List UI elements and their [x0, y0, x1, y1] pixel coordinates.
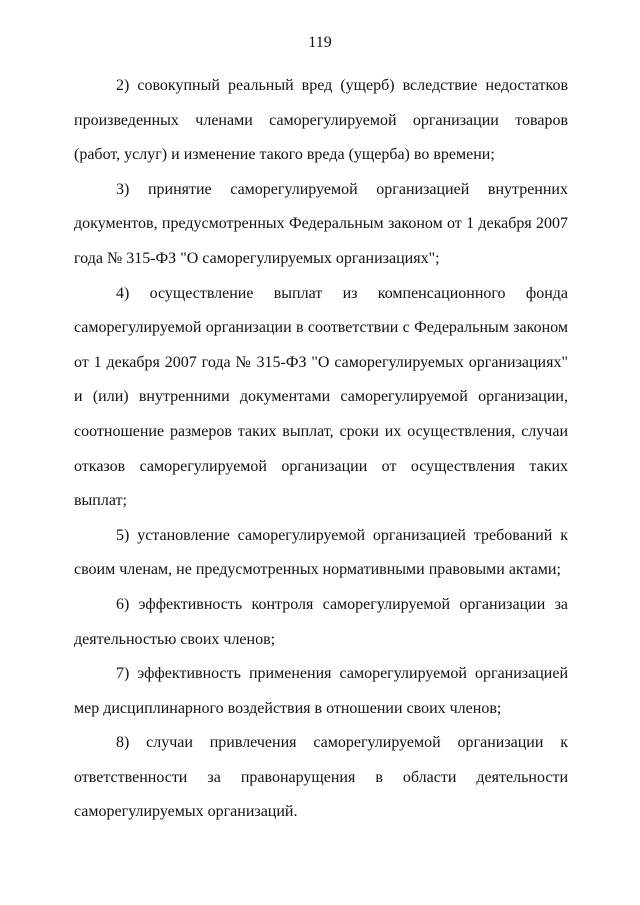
- page-number: 119: [308, 34, 332, 51]
- paragraph-item-2: 2) совокупный реальный вред (ущерб) вследствие недостатков произведенных членами саморегулируемой организации товаров (работ, услуг) и изменение такого вреда (ущерба) во времени;: [74, 77, 568, 164]
- document-body: [74, 69, 568, 830]
- paragraph-item-6: 6) эффективность контроля саморегулируемой организации за деятельностью своих членов;: [74, 595, 568, 648]
- paragraph-item-5: 5) установление саморегулируемой организацией требований к своим членам, не предусмотренных нормативными правовыми актами;: [74, 526, 568, 579]
- paragraph-item-7: 7) эффективность применения саморегулируемой организацией мер дисциплинарного воздействия в отношении своих членов;: [74, 665, 568, 717]
- paragraph-item-4: 4) осуществление выплат из компенсационного фонда саморегулируемой организации в соответствии с Федеральным законом от 1 декабря 2007 года № 315-ФЗ "О саморегулируемых организациях" и (или) внутренними документами саморегулируемой организации, соотношение размеров таких выплат, сроки их осуществления, случаи отказов саморегулируемой организации от осуществления таких выплат;: [74, 284, 568, 510]
- paragraph-item-8: 8) случаи привлечения саморегулируемой организации к ответственности за правонарущения в области деятельности саморегулируемых организаций.: [74, 734, 568, 821]
- paragraph-item-3: 3) принятие саморегулируемой организацией внутренних документов, предусмотренных Федеральным законом от 1 декабря 2007 года № 315-ФЗ "О саморегулируемых организациях";: [74, 180, 568, 267]
